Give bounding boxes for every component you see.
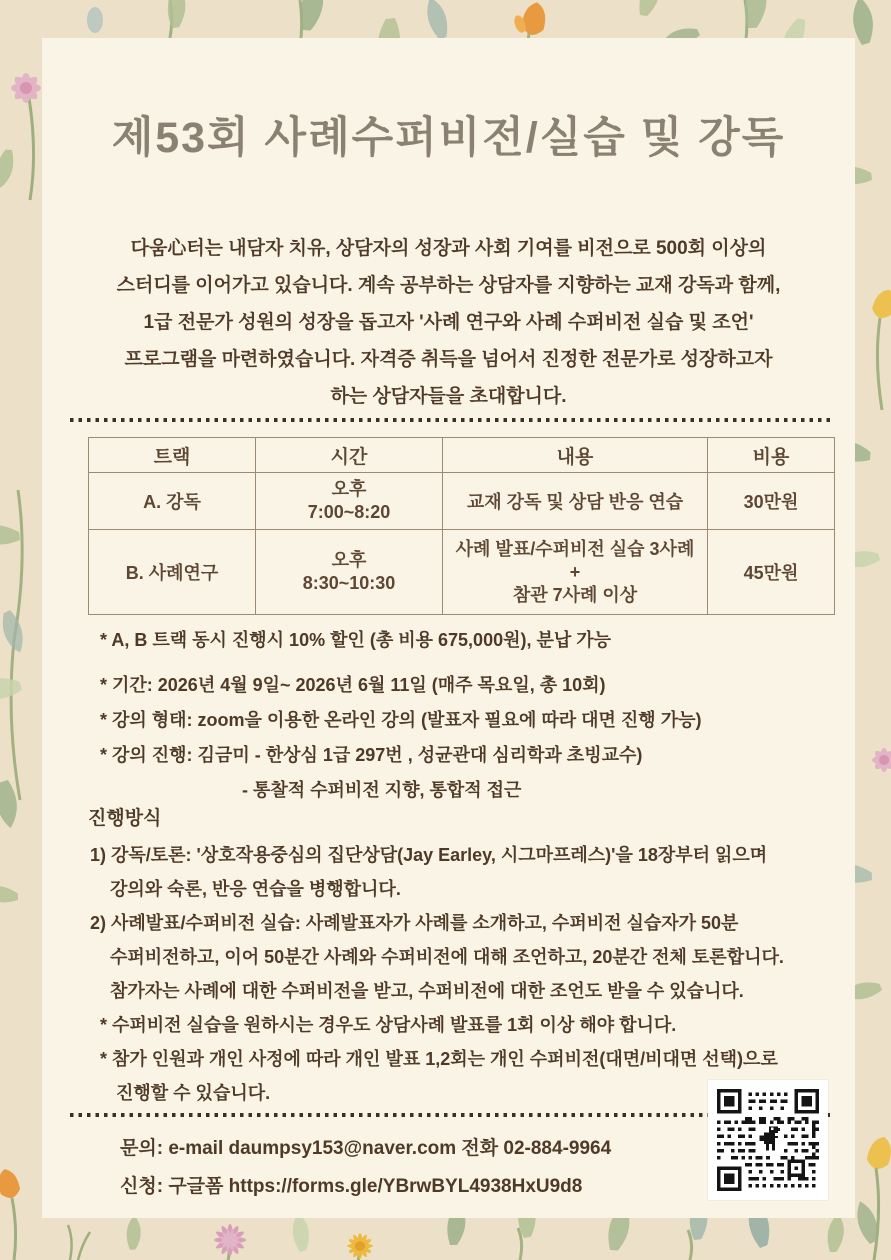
method-line: * 수퍼비전 실습을 원하시는 경우도 상담사례 발표를 1회 이상 해야 합니다. bbox=[100, 1015, 677, 1035]
col-header-track: 트랙 bbox=[89, 438, 256, 473]
method-line: * 참가 인원과 개인 사정에 따라 개인 발표 1,2회는 개인 수퍼비전(대면/비대면 선택)으로 bbox=[100, 1049, 778, 1069]
intro-paragraph bbox=[42, 230, 855, 415]
dotted-separator-top bbox=[70, 418, 832, 422]
method-line: 1) 강독/토론: '상호작용중심의 집단상담(Jay Earley, 시그마프레스)'을 18장부터 읽으며 bbox=[90, 845, 768, 865]
cell-content: 교재 강독 및 상담 반응 연습 bbox=[443, 473, 708, 530]
detail-format: * 강의 형태: zoom을 이용한 온라인 강의 (발표자 필요에 따라 대면 진행 가능) bbox=[100, 710, 702, 730]
contact-block bbox=[120, 1130, 611, 1206]
discount-note: * A, B 트랙 동시 진행시 10% 할인 (총 비용 675,000원), 분납 가능 bbox=[100, 630, 612, 650]
detail-period: * 기간: 2026년 4월 9일~ 2026년 6월 11일 (매주 목요일, 총 10회) bbox=[100, 675, 606, 695]
method-line: 2) 사례발표/수퍼비전 실습: 사례발표자가 사례를 소개하고, 수퍼비전 실습자가 50분 bbox=[90, 913, 739, 933]
col-header-time: 시간 bbox=[256, 438, 443, 473]
qr-code bbox=[717, 1089, 819, 1191]
cell-fee: 45만원 bbox=[708, 530, 835, 615]
table-row-track-a bbox=[89, 473, 835, 530]
detail-instructor: * 강의 진행: 김금미 - 한상심 1급 297번 , 성균관대 심리학과 초빙교수) bbox=[100, 745, 643, 765]
program-details bbox=[100, 668, 701, 808]
intro-line: 하는 상담자들을 초대합니다. bbox=[330, 386, 567, 407]
intro-line: 1급 전문가 성원의 성장을 돕고자 '사례 연구와 사례 수퍼비전 실습 및 조언' bbox=[143, 312, 754, 333]
method-line: 수퍼비전하고, 이어 50분간 사례와 수퍼비전에 대해 조언하고, 20분간 전체 토론합니다. bbox=[110, 947, 784, 967]
cell-track: B. 사례연구 bbox=[89, 530, 256, 615]
cell-track: A. 강독 bbox=[89, 473, 256, 530]
poster-card bbox=[42, 38, 855, 1218]
method-list bbox=[42, 838, 855, 1110]
col-header-content: 내용 bbox=[443, 438, 708, 473]
method-line: 진행할 수 있습니다. bbox=[116, 1083, 271, 1103]
detail-instructor-sub: - 통찰적 수퍼비전 지향, 통합적 접근 bbox=[242, 780, 522, 800]
qr-card bbox=[708, 1080, 828, 1200]
method-line: 참가자는 사례에 대한 수퍼비전을 받고, 수퍼비전에 대한 조언도 받을 수 있습니다. bbox=[110, 981, 744, 1001]
intro-line: 스터디를 이어가고 있습니다. 계속 공부하는 상담자를 지향하는 교재 강독과 함께, bbox=[116, 275, 781, 296]
method-line: 강의와 숙론, 반응 연습을 병행합니다. bbox=[110, 879, 401, 899]
contact-inquiry: 문의: e-mail daumpsy153@naver.com 전화 02-884-9964 bbox=[120, 1138, 612, 1159]
cell-content: 사례 발표/수퍼비전 실습 3사례 + 참관 7사례 이상 bbox=[443, 530, 708, 615]
col-header-fee: 비용 bbox=[708, 438, 835, 473]
cell-time: 오후 7:00~8:20 bbox=[256, 473, 443, 530]
intro-line: 다움心터는 내담자 치유, 상담자의 성장과 사회 기여를 비전으로 500회 이상의 bbox=[130, 238, 767, 259]
cell-fee: 30만원 bbox=[708, 473, 835, 530]
contact-apply: 신청: 구글폼 https://forms.gle/YBrwBYL4938HxU9d8 bbox=[120, 1176, 583, 1197]
page-title: 제53회 사례수퍼비전/실습 및 강독 bbox=[111, 114, 786, 162]
table-row-track-b bbox=[89, 530, 835, 615]
method-heading: 진행방식 bbox=[88, 808, 162, 829]
cell-time: 오후 8:30~10:30 bbox=[256, 530, 443, 615]
table-header-row bbox=[89, 438, 835, 473]
intro-line: 프로그램을 마련하였습니다. 자격증 취득을 넘어서 진정한 전문가로 성장하고자 bbox=[124, 349, 773, 370]
program-table bbox=[88, 437, 835, 615]
